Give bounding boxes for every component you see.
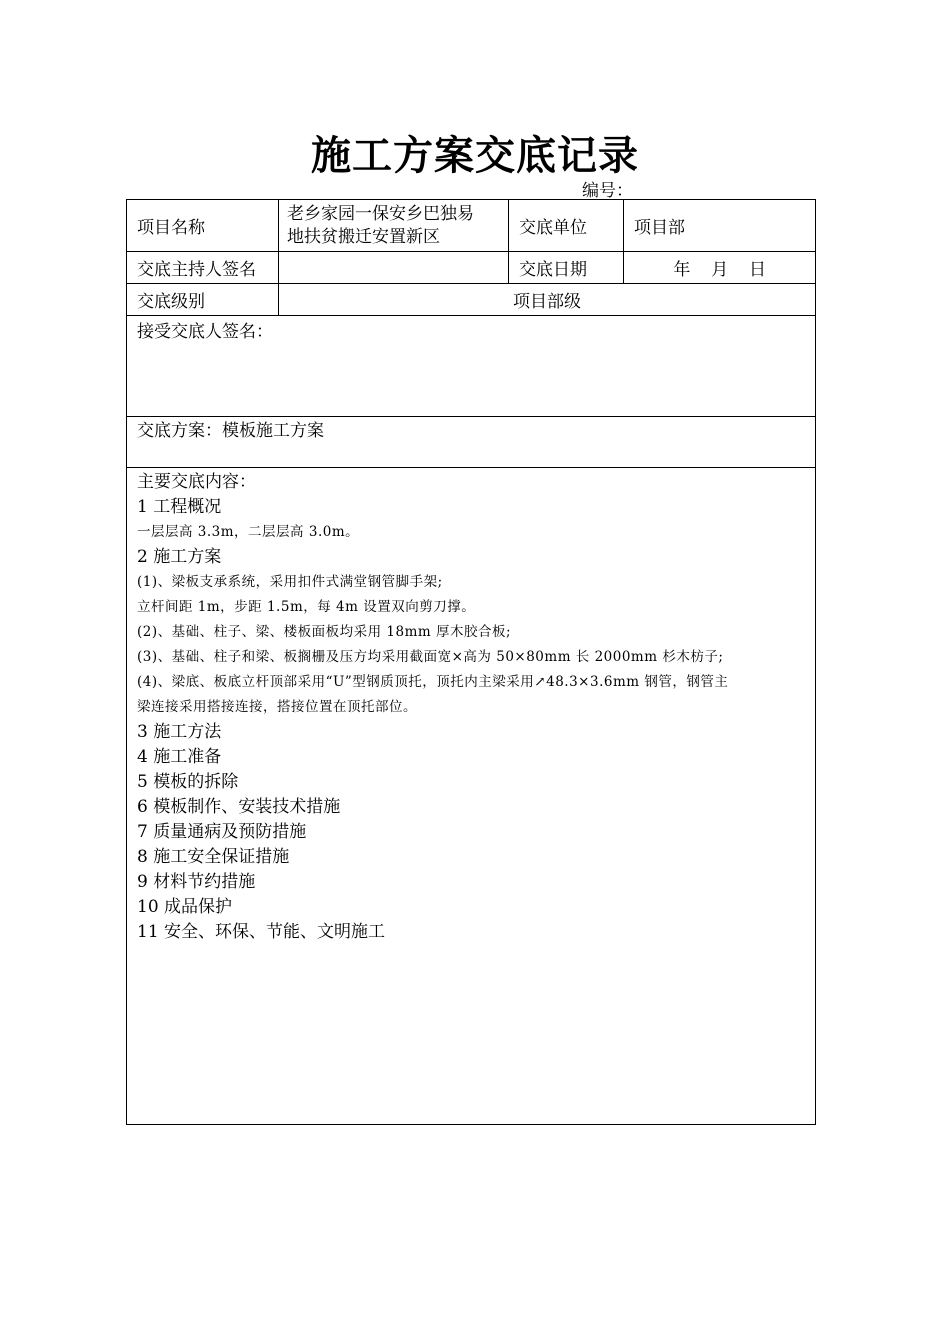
serial-number-label: 编号：: [582, 181, 633, 201]
host-label: 交底主持人签名: [127, 252, 279, 284]
section-2-heading: 2 施工方案: [137, 547, 222, 567]
project-name-value: [279, 200, 509, 252]
plan-label: 交底方案：模板施工方案: [137, 421, 324, 441]
row-level: [127, 284, 816, 316]
document-title: 施工方案交底记录: [311, 132, 639, 179]
section-11-heading: 11 安全、环保、节能、文明施工: [137, 922, 386, 942]
section-2-para-5a: (4)、梁底、板底立杆顶部采用“U”型钢质顶托，顶托内主梁采用↗48.3×3.6mm 钢管，钢管主: [137, 674, 729, 690]
section-2-para-1: (1)、梁板支承系统，采用扣件式满堂钢管脚手架;: [137, 574, 443, 590]
row-host: [127, 252, 816, 284]
receiver-label: 接受交底人签名：: [137, 322, 273, 342]
date-field[interactable]: [624, 252, 816, 284]
date-label: 交底日期: [509, 252, 624, 284]
section-9-heading: 9 材料节约措施: [137, 872, 256, 892]
section-4-heading: 4 施工准备: [137, 747, 222, 767]
level-value: 项目部级: [279, 284, 816, 316]
unit-value: 项目部: [624, 200, 816, 252]
date-month: 月: [711, 260, 729, 280]
level-label: 交底级别: [127, 284, 279, 316]
section-7-heading: 7 质量通病及预防措施: [137, 822, 307, 842]
row-content: [127, 468, 816, 1125]
host-signature-field[interactable]: [279, 252, 509, 284]
section-2-para-2: 立杆间距 1m，步距 1.5m，每 4m 设置双向剪刀撑。: [137, 599, 476, 615]
main-content: [127, 468, 816, 1125]
handover-record-table: [126, 199, 816, 1125]
section-2-para-3: (2)、基础、柱子、梁、楼板面板均采用 18mm 厚木胶合板;: [137, 624, 512, 640]
section-1-text: 一层层高 3.3m，二层层高 3.0m。: [137, 524, 360, 540]
section-8-heading: 8 施工安全保证措施: [137, 847, 290, 867]
section-6-heading: 6 模板制作、安装技术措施: [137, 797, 341, 817]
section-2-para-5b: 梁连接采用搭接连接，搭接位置在顶托部位。: [137, 699, 417, 715]
section-2-para-4: (3)、基础、柱子和梁、板搁栅及压方均采用截面宽×高为 50×80mm 长 2000mm 杉木枋子;: [137, 649, 724, 665]
project-name-line-2: 地扶贫搬迁安置新区: [287, 226, 440, 247]
date-day: 日: [749, 260, 767, 280]
row-receiver: [127, 316, 816, 417]
row-plan: [127, 417, 816, 468]
content-heading: 主要交底内容：: [137, 472, 256, 492]
project-name-line-1: 老乡家园一保安乡巴独易: [287, 203, 474, 224]
unit-label: 交底单位: [509, 200, 624, 252]
project-name-label: 项目名称: [127, 200, 279, 252]
section-1-heading: 1 工程概况: [137, 497, 222, 517]
plan-cell: [127, 417, 816, 468]
date-year: 年: [673, 260, 691, 280]
section-3-heading: 3 施工方法: [137, 722, 222, 742]
receiver-signature-field[interactable]: [127, 316, 816, 417]
section-5-heading: 5 模板的拆除: [137, 772, 239, 792]
section-10-heading: 10 成品保护: [137, 897, 233, 917]
row-project: [127, 200, 816, 252]
